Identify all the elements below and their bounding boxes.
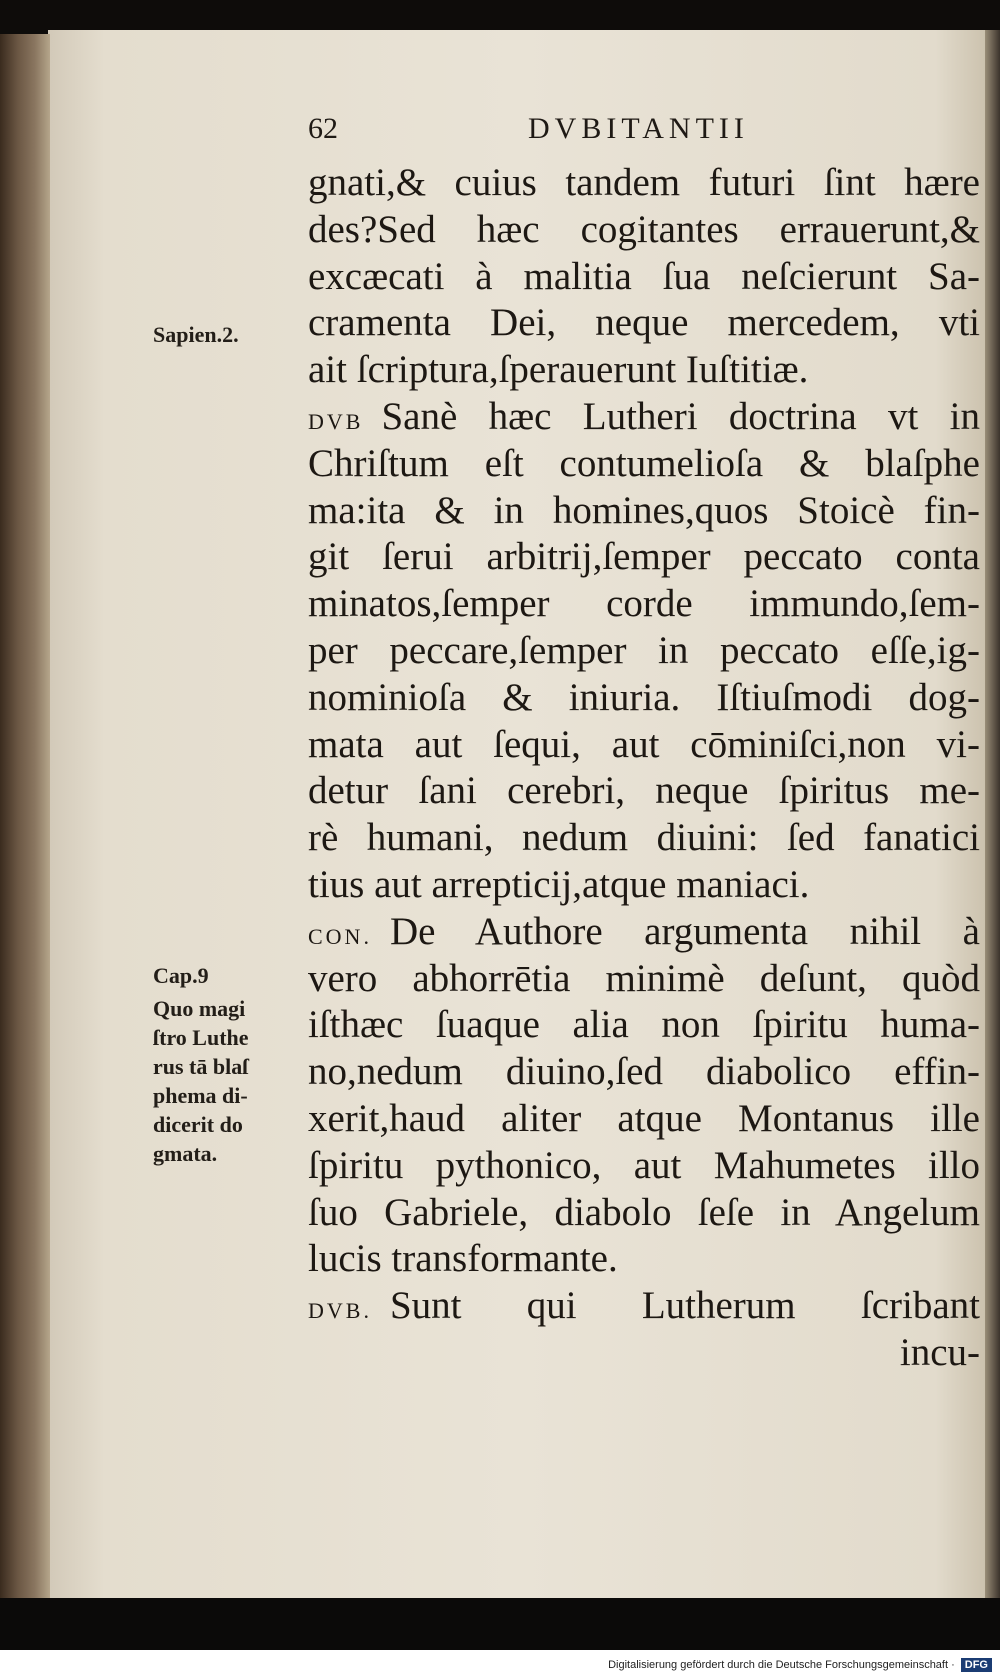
text-line: excæcati à malitia ſua neſcierunt Sa- xyxy=(308,254,980,298)
text-line-content: Sunt qui Lutherum ſcribant xyxy=(389,1284,980,1328)
margin-note-line: rus tā blaſ xyxy=(153,1054,249,1079)
digitization-credit xyxy=(0,1650,1000,1680)
credit-text: Digitalisierung gefördert durch die Deutsche Forschungsgemeinschaft · xyxy=(608,1659,955,1671)
speaker-label: DVB. xyxy=(308,1298,372,1324)
text-line: lucis transformante. xyxy=(308,1237,618,1281)
text-line-speaker xyxy=(308,1283,980,1330)
text-line: des?Sed hæc cogitantes errauerunt,& xyxy=(308,207,980,251)
margin-note-line: Quo magi xyxy=(153,996,246,1021)
margin-note-line: dicerit do xyxy=(153,1112,243,1137)
text-line: no,nedum diuino,ſed diabolico effin- xyxy=(308,1050,980,1094)
text-line: cramenta Dei, neque mercedem, vti xyxy=(308,301,980,345)
text-line-speaker xyxy=(308,394,980,441)
text-line: ſuo Gabriele, diabolo ſeſe in Angelum xyxy=(308,1190,980,1234)
margin-note-line: phema di- xyxy=(153,1083,248,1108)
text-line: rè humani, nedum diuini: ſed fanatici xyxy=(308,816,980,860)
book-spine-edge xyxy=(0,34,50,1598)
page-header xyxy=(308,112,788,152)
running-head: DVBITANTII xyxy=(528,112,749,145)
margin-note-sapien: Sapien.2. xyxy=(153,322,239,347)
text-line-content: Sanè hæc Lutheri doctrina vt in xyxy=(381,394,980,438)
text-line: per peccare,ſemper in peccato eſſe,ig- xyxy=(308,628,980,672)
text-line: ſpiritu pythonico, aut Mahumetes illo xyxy=(308,1143,980,1187)
margin-note-line: gmata. xyxy=(153,1141,218,1166)
margin-note-line: ſtro Luthe xyxy=(153,1025,249,1050)
text-line: minatos,ſemper corde immundo,ſem- xyxy=(308,582,980,626)
text-line: Chriſtum eſt contumelioſa & blaſphe xyxy=(308,441,980,485)
text-line: nominioſa & iniuria. Iſtiuſmodi dog- xyxy=(308,675,980,719)
text-line: ait ſcriptura,ſperauerunt Iuſtitiæ. xyxy=(308,348,809,392)
text-line-content: De Authore argumenta nihil à xyxy=(389,909,980,953)
page-right-edge xyxy=(985,30,1000,1598)
text-line: git ſerui arbitrij,ſemper peccato conta xyxy=(308,535,980,579)
text-line: mata aut ſequi, aut cōminiſci,non vi- xyxy=(308,722,980,766)
speaker-label: DVB xyxy=(308,408,364,434)
margin-note-cap: Cap.9 xyxy=(153,963,209,988)
text-line: detur ſani cerebri, neque ſpiritus me- xyxy=(308,769,980,813)
body-text xyxy=(308,160,980,1377)
text-line: gnati,& cuius tandem futuri ſint hære xyxy=(308,161,980,204)
text-line: ma:ita & in homines,quos Stoicè fin- xyxy=(308,488,980,532)
catchword: incu- xyxy=(899,1330,980,1374)
text-line: tius aut arrepticij,atque maniaci. xyxy=(308,862,810,906)
text-line: xerit,haud aliter atque Montanus ille xyxy=(308,1096,980,1140)
dfg-logo: DFG xyxy=(961,1658,992,1672)
scan-bottom-border xyxy=(0,1598,1000,1650)
page-number: 62 xyxy=(308,112,338,145)
margin-note-luther xyxy=(153,994,301,1168)
text-line-speaker xyxy=(308,909,980,956)
text-line: vero abhorrētia minimè deſunt, quòd xyxy=(308,956,980,1000)
text-line: iſthæc ſuaque alia non ſpiritu huma- xyxy=(308,1003,980,1047)
speaker-label: CON. xyxy=(308,923,372,949)
scan-top-border xyxy=(0,0,1000,34)
